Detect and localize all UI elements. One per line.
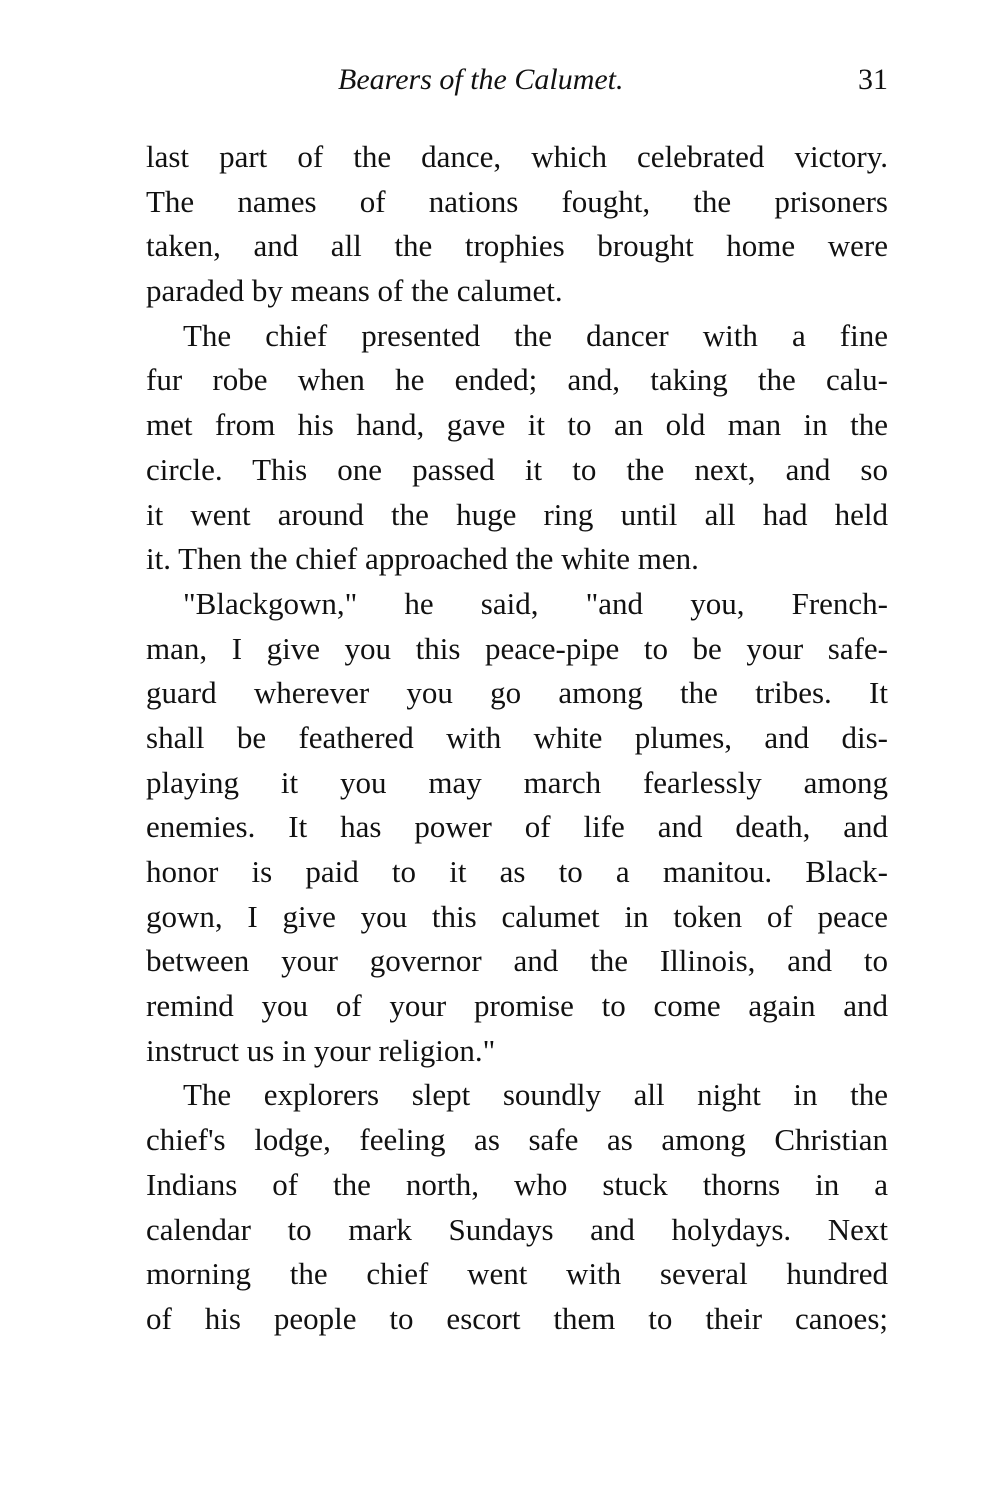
paragraph-3 <box>146 582 888 1074</box>
text-line: taken, and all the trophies brought home were <box>146 228 888 264</box>
text-line: it went around the huge ring until all had held <box>146 496 888 532</box>
paragraph-4 <box>146 1073 888 1341</box>
text-line: The names of nations fought, the prisoners <box>146 183 888 219</box>
text-line: it. Then the chief approached the white men. <box>146 541 699 577</box>
text-line: playing it you may march fearlessly among <box>146 764 888 800</box>
text-line: of his people to escort them to their canoes; <box>146 1300 888 1336</box>
text-line: instruct us in your religion." <box>146 1032 496 1068</box>
text-line: gown, I give you this calumet in token of peace <box>146 898 888 934</box>
text-line: fur robe when he ended; and, taking the calu- <box>146 362 888 398</box>
paragraph-2 <box>146 314 888 582</box>
text-line: last part of the dance, which celebrated victory. <box>146 139 888 174</box>
text-line: paraded by means of the calumet. <box>146 273 563 309</box>
paragraph-1 <box>146 135 888 314</box>
text-line: honor is paid to it as to a manitou. Black- <box>146 854 888 889</box>
text-line: met from his hand, gave it to an old man in the <box>146 407 888 443</box>
page-number: 31 <box>858 63 888 96</box>
text-line: "Blackgown," he said, "and you, French- <box>183 585 888 621</box>
text-line: between your governor and the Illinois, and to <box>146 943 888 979</box>
text-line: morning the chief went with several hundred <box>146 1256 888 1292</box>
text-line: The explorers slept soundly all night in the <box>183 1077 888 1113</box>
text-line: shall be feathered with white plumes, and dis- <box>146 719 888 755</box>
running-head <box>146 60 888 100</box>
text-line: Indians of the north, who stuck thorns in a <box>146 1166 888 1202</box>
text-line: enemies. It has power of life and death, and <box>146 809 888 845</box>
text-line: The chief presented the dancer with a fine <box>183 317 888 353</box>
text-line: remind you of your promise to come again and <box>146 988 888 1024</box>
running-title: Bearers of the Calumet. <box>338 63 624 96</box>
text-line: circle. This one passed it to the next, and so <box>146 451 888 487</box>
text-line: guard wherever you go among the tribes. It <box>146 675 888 711</box>
text-line: man, I give you this peace-pipe to be your safe- <box>146 630 888 666</box>
body-text <box>146 135 888 1342</box>
text-line: calendar to mark Sundays and holydays. Next <box>146 1211 888 1247</box>
text-line: chief's lodge, feeling as safe as among Christian <box>146 1122 888 1158</box>
